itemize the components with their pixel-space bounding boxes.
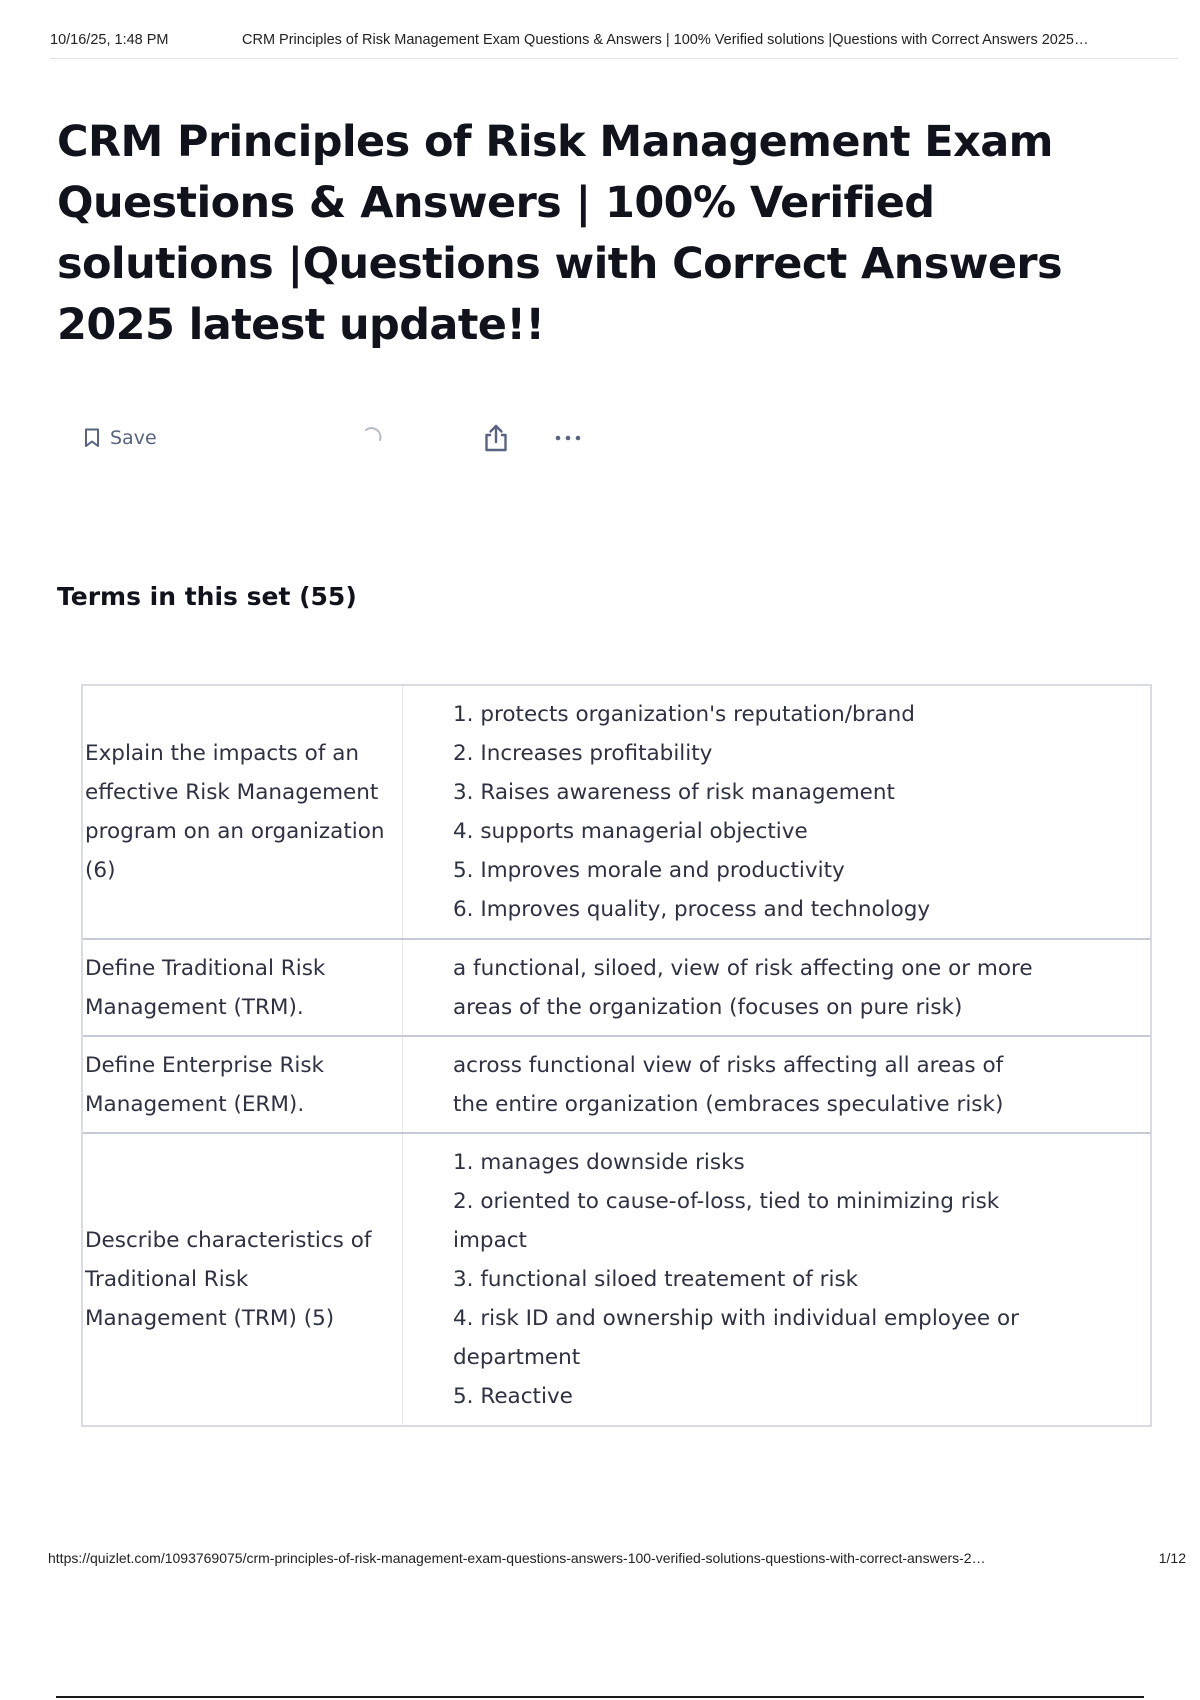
set-toolbar	[84, 420, 524, 456]
page-url: https://quizlet.com/1093769075/crm-principles-of-risk-management-exam-questions-answers-100-verified-solutions-questions-with-correct-answers-2…	[48, 1550, 986, 1566]
bottom-divider	[56, 1696, 1144, 1698]
share-icon[interactable]	[480, 422, 512, 454]
definition-line: across functional view of risks affecting all areas of	[453, 1052, 1004, 1078]
definition-cell	[403, 1037, 1150, 1132]
definition-line: 1. protects organization's reputation/brand	[453, 702, 915, 727]
term-row	[83, 1035, 1150, 1132]
definition-line: a functional, siloed, view of risk affecting one or more	[453, 955, 1033, 981]
definition-line: 3. Raises awareness of risk management	[453, 780, 895, 805]
save-label: Save	[110, 427, 157, 449]
definition-line: 5. Reactive	[453, 1384, 573, 1409]
page-title: CRM Principles of Risk Management Exam Questions & Answers | 100% Verified solutions |Questions with Correct Answers 2025 latest update!!	[57, 117, 1063, 350]
page-number: 1/12	[1158, 1550, 1186, 1566]
term-row	[83, 1132, 1150, 1425]
terms-heading: Terms in this set (55)	[57, 582, 357, 611]
term-cell: Explain the impacts of an effective Risk Management program on an organization (6)	[83, 686, 403, 938]
definition-line: areas of the organization (focuses on pure risk)	[453, 994, 963, 1020]
definition-line: 1. manages downside risks	[453, 1150, 745, 1175]
save-button[interactable]	[84, 420, 157, 456]
definition-line: impact	[453, 1228, 527, 1253]
definition-line: 2. oriented to cause-of-loss, tied to minimizing risk	[453, 1189, 1000, 1214]
term-cell: Describe characteristics of Traditional Risk Management (TRM) (5)	[83, 1134, 403, 1425]
definition-line: 4. risk ID and ownership with individual employee or	[453, 1306, 1019, 1331]
definition-line: 6. Improves quality, process and technology	[453, 897, 931, 922]
print-timestamp: 10/16/25, 1:48 PM	[50, 32, 169, 48]
definition-cell	[403, 940, 1150, 1035]
definition-line: 2. Increases profitability	[453, 741, 713, 766]
term-row	[83, 938, 1150, 1035]
definition-line: 4. supports managerial objective	[453, 819, 808, 844]
definition-cell	[403, 686, 1150, 938]
print-document-title: CRM Principles of Risk Management Exam Questions & Answers | 100% Verified solutions |Questions with Correct Answers 2025…	[242, 32, 1089, 48]
term-row	[83, 686, 1150, 938]
print-header	[50, 28, 1178, 58]
definition-line: the entire organization (embraces speculative risk)	[453, 1091, 1004, 1117]
term-cell: Define Enterprise Risk Management (ERM).	[83, 1037, 403, 1132]
definition-line: 5. Improves morale and productivity	[453, 858, 845, 883]
definition-line: department	[453, 1345, 581, 1370]
print-footer	[48, 1550, 1186, 1570]
term-cell: Define Traditional Risk Management (TRM).	[83, 940, 403, 1035]
more-icon[interactable]	[550, 422, 586, 454]
definition-cell	[403, 1134, 1150, 1425]
loading-spinner-icon	[362, 426, 384, 448]
definition-line: 3. functional siloed treatement of risk	[453, 1267, 859, 1292]
header-divider	[50, 58, 1178, 59]
bookmark-icon	[84, 428, 100, 448]
terms-table	[81, 684, 1152, 1427]
